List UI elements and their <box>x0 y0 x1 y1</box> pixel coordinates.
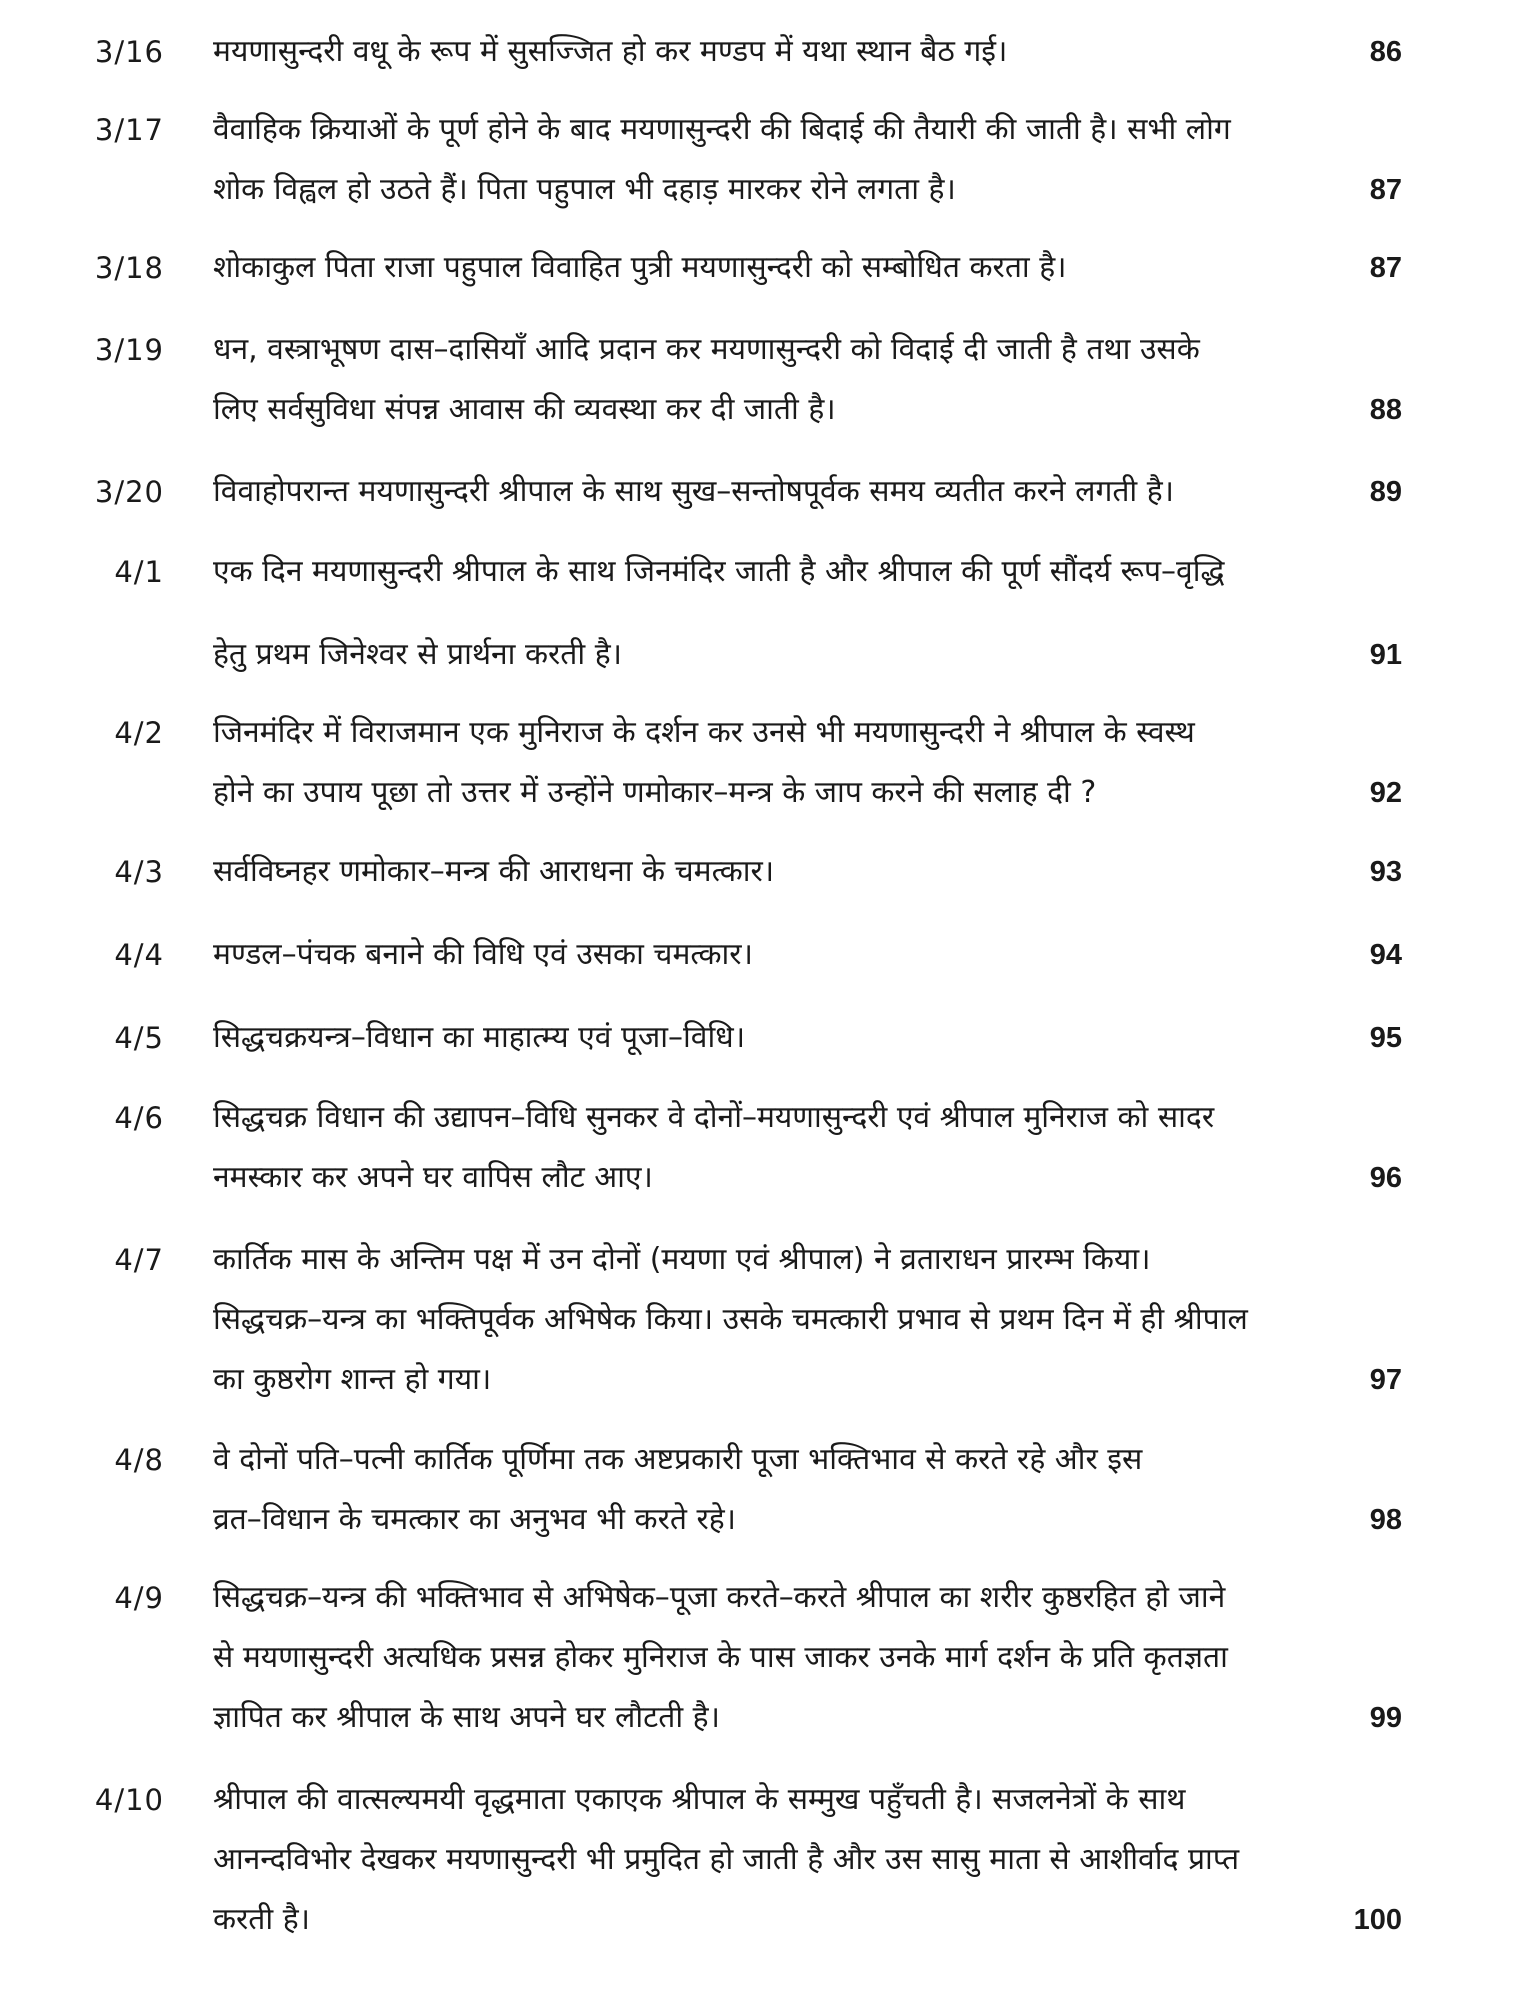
entry-description-line: मण्डल–पंचक बनाने की विधि एवं उसका चमत्कार। <box>213 937 753 972</box>
entry-description-line: शोकाकुल पिता राजा पहुपाल विवाहित पुत्री मयणासुन्दरी को सम्बोधित करता है। <box>213 250 1067 285</box>
entry-description-line: एक दिन मयणासुन्दरी श्रीपाल के साथ जिनमंदिर जाती है और श्रीपाल की पूर्ण सौंदर्य रूप–वृद्धि <box>213 554 1225 589</box>
entry-page-number: 100 <box>1353 1904 1402 1936</box>
entry-page-number: 98 <box>1369 1504 1402 1536</box>
entry-description-line: लिए सर्वसुविधा संपन्न आवास की व्यवस्था कर दी जाती है। <box>213 392 836 427</box>
entry-description <box>213 713 1343 813</box>
entry-description-line: सिद्धचक्र विधान की उद्यापन–विधि सुनकर वे दोनों–मयणासुन्दरी एवं श्रीपाल मुनिराज को सादर <box>213 1100 1215 1135</box>
entry-description <box>213 248 1343 288</box>
entry-description-line: से मयणासुन्दरी अत्यधिक प्रसन्न होकर मुनिराज के पास जाकर उनके मार्ग दर्शन के प्रति कृतज्ञता <box>213 1640 1228 1675</box>
entry-description-line: सिद्धचक्र–यन्त्र का भक्तिपूर्वक अभिषेक किया। उसके चमत्कारी प्रभाव से प्रथम दिन में ही श्रीपाल <box>213 1302 1248 1337</box>
entry-description-line: शोक विह्वल हो उठते हैं। पिता पहुपाल भी दहाड़ मारकर रोने लगता है। <box>213 172 956 207</box>
entry-page-number: 93 <box>1369 856 1402 888</box>
entry-page-number: 86 <box>1369 36 1402 68</box>
entry-description <box>213 110 1343 210</box>
entry-description-line: करती है। <box>213 1902 311 1937</box>
entry-number: 4/10 <box>94 1783 164 1817</box>
entry-page-number: 87 <box>1369 252 1402 284</box>
entry-description-line: व्रत–विधान के चमत्कार का अनुभव भी करते रहे। <box>213 1502 737 1537</box>
entry-page-number: 94 <box>1369 939 1402 971</box>
entry-page-number: 95 <box>1369 1022 1402 1054</box>
entry-page-number: 91 <box>1369 639 1402 671</box>
entry-description-line: सर्वविघ्नहर णमोकार–मन्त्र की आराधना के चमत्कार। <box>213 854 775 889</box>
entry-description <box>213 32 1343 72</box>
entry-description <box>213 852 1343 892</box>
entry-description-line: श्रीपाल की वात्सल्यमयी वृद्धमाता एकाएक श्रीपाल के सम्मुख पहुँचती है। सजलनेत्रों के साथ <box>213 1782 1186 1817</box>
entry-number: 4/4 <box>114 938 164 972</box>
entry-page-number: 97 <box>1369 1364 1402 1396</box>
entry-description <box>213 935 1343 975</box>
entry-page-number: 96 <box>1369 1162 1402 1194</box>
entry-number: 4/2 <box>114 716 164 750</box>
entry-page-number: 87 <box>1369 174 1402 206</box>
entry-description <box>213 1780 1343 1940</box>
entry-description-line: मयणासुन्दरी वधू के रूप में सुसज्जित हो कर मण्डप में यथा स्थान बैठ गई। <box>213 34 1008 69</box>
entry-description <box>213 1018 1343 1058</box>
entry-number: 3/16 <box>94 35 164 69</box>
entry-description-line: वे दोनों पति–पत्नी कार्तिक पूर्णिमा तक अष्टप्रकारी पूजा भक्तिभाव से करते रहे और इस <box>213 1442 1143 1477</box>
entry-page-number: 92 <box>1369 777 1402 809</box>
entry-description-line: का कुष्ठरोग शान्त हो गया। <box>213 1362 492 1397</box>
entry-number: 3/18 <box>94 251 164 285</box>
entry-number: 4/5 <box>114 1021 164 1055</box>
entry-number: 3/20 <box>94 475 164 509</box>
entry-number: 4/9 <box>114 1581 164 1615</box>
entry-page-number: 89 <box>1369 476 1402 508</box>
entry-description <box>213 1440 1343 1540</box>
entry-description-line: आनन्दविभोर देखकर मयणासुन्दरी भी प्रमुदित हो जाती है और उस सासु माता से आशीर्वाद प्राप्त <box>213 1842 1240 1877</box>
entry-number: 4/6 <box>114 1101 164 1135</box>
entry-page-number: 88 <box>1369 394 1402 426</box>
entry-description-line: ज्ञापित कर श्रीपाल के साथ अपने घर लौटती है। <box>213 1700 720 1735</box>
entry-number: 4/8 <box>114 1443 164 1477</box>
entry-description-line: सिद्धचक्र–यन्त्र की भक्तिभाव से अभिषेक–पूजा करते–करते श्रीपाल का शरीर कुष्ठरहित हो जाने <box>213 1580 1226 1615</box>
entry-description-line: जिनमंदिर में विराजमान एक मुनिराज के दर्शन कर उनसे भी मयणासुन्दरी ने श्रीपाल के स्वस्थ <box>213 715 1195 750</box>
entry-description-line: हेतु प्रथम जिनेश्वर से प्रार्थना करती है। <box>213 637 622 672</box>
entry-number: 4/1 <box>114 555 164 589</box>
entry-description <box>213 1098 1343 1198</box>
entry-number: 4/3 <box>114 855 164 889</box>
entry-description <box>213 1240 1343 1400</box>
entry-description-line: होने का उपाय पूछा तो उत्तर में उन्होंने णमोकार–मन्त्र के जाप करने की सलाह दी ? <box>213 775 1097 810</box>
entry-description <box>213 552 1343 675</box>
entry-number: 3/17 <box>94 113 164 147</box>
entry-description-line: धन, वस्त्राभूषण दास–दासियाँ आदि प्रदान कर मयणासुन्दरी को विदाई दी जाती है तथा उसके <box>213 332 1200 367</box>
entry-description <box>213 1578 1343 1738</box>
entry-number: 3/19 <box>94 333 164 367</box>
entry-page-number: 99 <box>1369 1702 1402 1734</box>
entry-description <box>213 472 1343 512</box>
entry-description-line: वैवाहिक क्रियाओं के पूर्ण होने के बाद मयणासुन्दरी की बिदाई की तैयारी की जाती है। सभी लोग <box>213 112 1231 147</box>
entry-description-line: सिद्धचक्रयन्त्र–विधान का माहात्म्य एवं पूजा–विधि। <box>213 1020 746 1055</box>
entry-description-line: नमस्कार कर अपने घर वापिस लौट आए। <box>213 1160 653 1195</box>
entry-description-line: विवाहोपरान्त मयणासुन्दरी श्रीपाल के साथ सुख–सन्तोषपूर्वक समय व्यतीत करने लगती है। <box>213 474 1175 509</box>
entry-number: 4/7 <box>114 1243 164 1277</box>
entry-description <box>213 330 1343 430</box>
entry-description-line: कार्तिक मास के अन्तिम पक्ष में उन दोनों (मयणा एवं श्रीपाल) ने व्रताराधन प्रारम्भ किया। <box>213 1242 1151 1277</box>
